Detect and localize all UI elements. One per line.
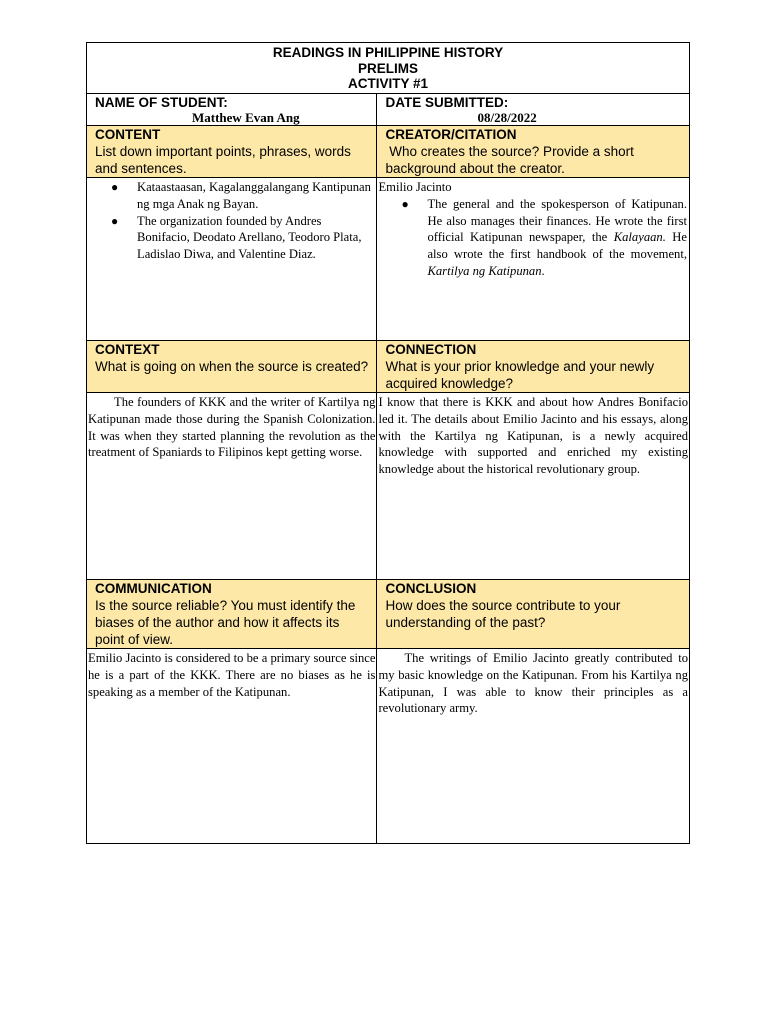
bullet-dot-icon: ● [401,196,409,211]
communication-question: Is the source reliable? You must identify the biases of the author and how it affects its point of view. [95,598,356,647]
worksheet-title [87,43,690,94]
creator-question: Who creates the source? Provide a short background about the creator. [385,144,638,176]
creator-title: CREATOR/CITATION [385,127,517,142]
creator-header [377,126,690,178]
newspaper-title: Kalayaan. [613,230,666,245]
conclusion-answer: The writings of Emilio Jacinto greatly contributed to my basic knowledge on the Katipunan. From his Kartilya ng Katipunan, I was able to know their principles as a revolutionary army. [378,651,688,716]
student-name-cell [87,94,377,126]
communication-header [87,580,377,649]
communication-title: COMMUNICATION [95,581,212,596]
conclusion-answer-cell [377,649,690,844]
conclusion-header [377,580,690,649]
bullet-dot-icon: ● [111,213,119,228]
content-bullet-list [87,178,376,263]
course-title: READINGS IN PHILIPPINE HISTORY [272,45,504,60]
connection-title: CONNECTION [385,342,477,357]
connection-question: What is your prior knowledge and your newly acquired knowledge? [385,359,655,391]
list-item: ● Kataastaasan, Kagalanggalangang Kantipunan ng mga Anak ng Bayan. [111,180,371,211]
context-answer-cell [87,393,377,580]
content-title: CONTENT [95,127,161,142]
activity-title: ACTIVITY #1 [347,76,429,91]
creator-name: Emilio Jacinto [378,180,452,194]
content-answer-cell [87,178,377,341]
bullet-dot-icon: ● [111,180,119,194]
student-name-label: NAME OF STUDENT: [95,95,228,110]
connection-answer-cell [377,393,690,580]
activity-worksheet-table [86,42,690,844]
date-submitted-value: 08/28/2022 [477,110,537,125]
connection-answer: I know that there is KKK and about how Andres Bonifacio led it. The details about Emilio Jacinto and his essays, along with the Kartilya ng Katipunan, is a newly acquired knowledge with supported and enriched my existing knowledge about the historical revolutionary group. [378,395,688,477]
context-answer: The founders of KKK and the writer of Kartilya ng Katipunan made those during the Spanish Colonization. It was when they started planning the revolution as the treatment of Spaniards to Filipinos kept getting worse. [88,395,376,460]
context-header [87,341,377,393]
connection-header [377,341,690,393]
list-item: ● The organization founded by Andres Bonifacio, Deodato Arellano, Teodoro Plata, Ladislao Diwa, and Valentine Diaz. [111,213,362,262]
content-header [87,126,377,178]
term-title: PRELIMS [357,60,418,76]
context-title: CONTEXT [95,342,160,357]
conclusion-title: CONCLUSION [385,581,477,596]
communication-answer: Emilio Jacinto is considered to be a primary source since he is a part of the KKK. There are no biases as he is speaking as a member of the Katipunan. [88,651,376,699]
conclusion-question: How does the source contribute to your understanding of the past? [385,598,621,630]
creator-answer-cell [377,178,690,341]
student-name-value: Matthew Evan Ang [192,110,300,125]
context-question: What is going on when the source is created? [95,359,369,374]
communication-answer-cell [87,649,377,844]
handbook-title: Kartilya ng Katipunan [427,263,542,278]
content-question: List down important points, phrases, words and sentences. [95,144,351,176]
date-submitted-cell [377,94,690,126]
creator-bullet-list [377,196,689,280]
date-submitted-label: DATE SUBMITTED: [385,95,509,110]
list-item: ● The general and the spokesperson of Katipunan. He also manages their finances. He wrote the first official Katipunan newspaper, the Kalayaan. He also wrote the first handbook of the movement, Kartilya ng Katipunan. [401,196,687,278]
